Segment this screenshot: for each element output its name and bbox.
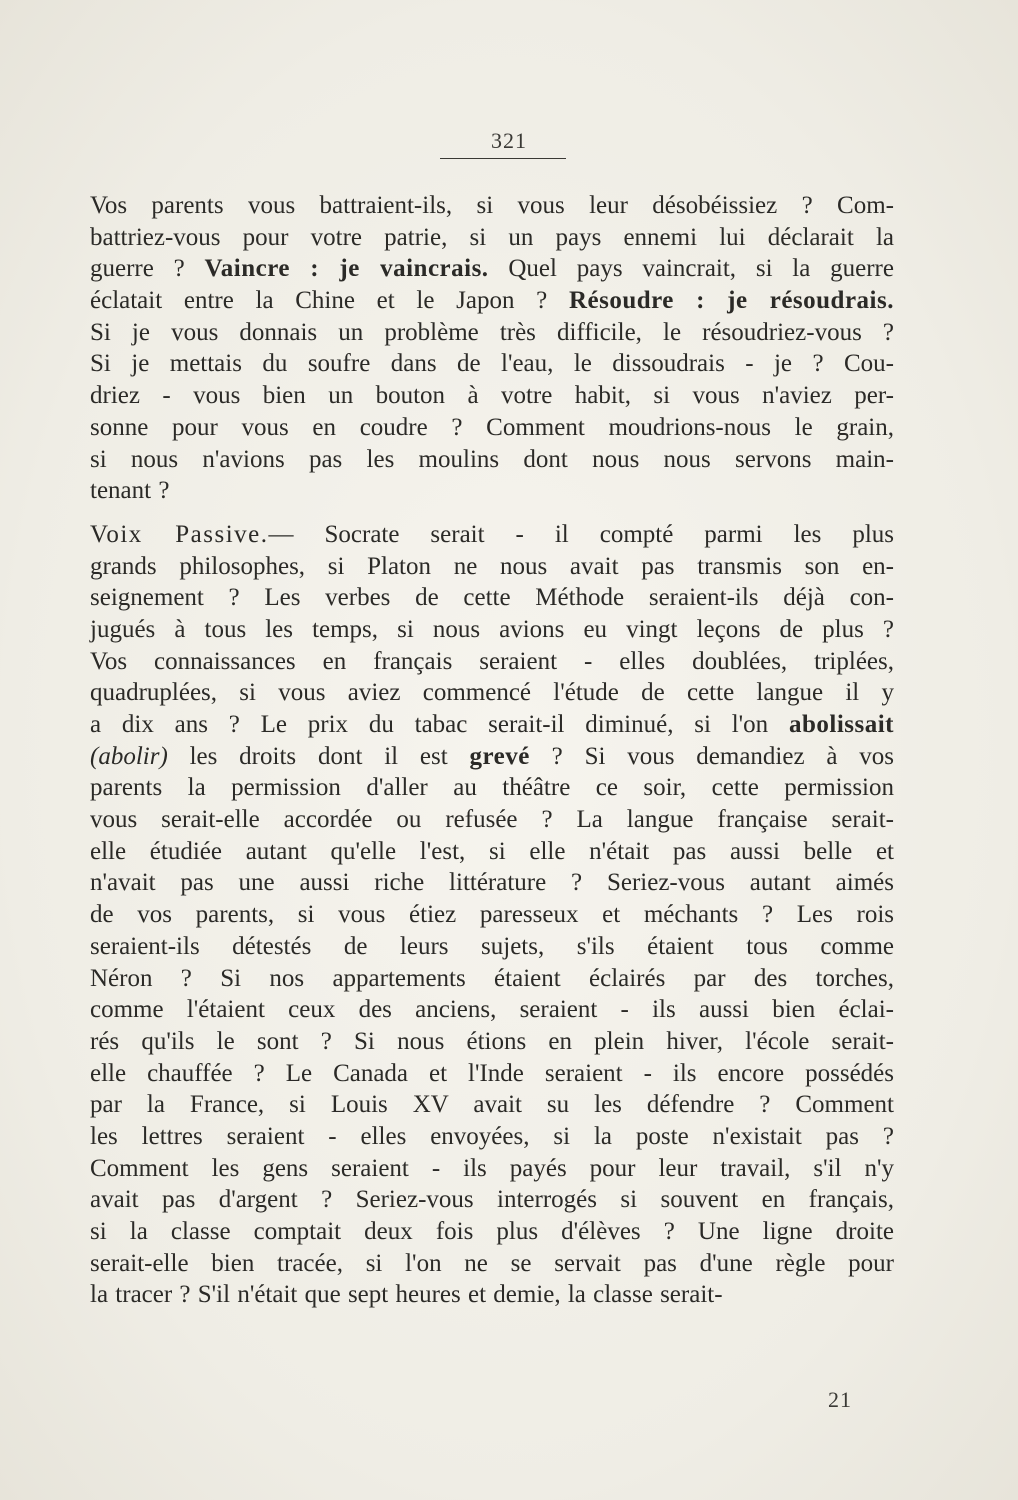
text-line xyxy=(90,772,894,804)
text-line xyxy=(90,1248,894,1280)
text-run: de vos parents, si vous étiez paresseux et méchants ? Les rois xyxy=(90,901,894,929)
bold-term: Vaincre : je vaincrais. xyxy=(204,255,489,283)
body-text xyxy=(90,190,894,1311)
text-run: Quel pays vaincrait, si la guerre xyxy=(488,255,894,283)
text-line xyxy=(90,614,894,646)
text-run: driez - vous bien un bouton à votre habit, si vous n'aviez per- xyxy=(90,382,894,410)
text-line xyxy=(90,931,894,963)
text-run: avait pas d'argent ? Seriez-vous interrogés si souvent en français, xyxy=(90,1186,894,1214)
text-run: vous serait-elle accordée ou refusée ? La langue française serait- xyxy=(90,806,894,834)
text-line xyxy=(90,253,894,285)
text-run: les lettres seraient - elles envoyées, si la poste n'existait pas ? xyxy=(90,1122,894,1150)
text-line xyxy=(90,741,894,773)
page-number: 321 xyxy=(491,128,527,153)
text-run: quadruplées, si vous aviez commencé l'étude de cette langue il y xyxy=(90,679,894,707)
signature-mark: 21 xyxy=(828,1387,852,1412)
text-line xyxy=(90,380,894,412)
text-run: parents la permission d'aller au théâtre ce soir, cette permission xyxy=(90,774,894,802)
text-line xyxy=(90,317,894,349)
text-run: elle étudiée autant qu'elle l'est, si elle n'était pas aussi belle et xyxy=(90,837,894,865)
bold-term: abolissait xyxy=(788,711,894,738)
header-rule xyxy=(440,158,566,159)
paragraph-1 xyxy=(90,190,894,507)
text-line xyxy=(90,190,894,222)
text-run: sonne pour vous en coudre ? Comment moudrions-nous le grain, xyxy=(90,413,894,441)
text-run: elle chauffée ? Le Canada et l'Inde seraient - ils encore possédés xyxy=(90,1059,894,1087)
text-line xyxy=(90,1089,894,1121)
text-run: seraient-ils détestés de leurs sujets, s'ils étaient tous comme xyxy=(90,932,894,960)
text-line xyxy=(90,1279,894,1311)
text-run: si nous n'avions pas les moulins dont nous nous servons main- xyxy=(90,445,894,473)
text-run: Si je vous donnais un problème très difficile, le résoudriez-vous ? xyxy=(90,318,894,346)
text-run: si la classe comptait deux fois plus d'élèves ? Une ligne droite xyxy=(90,1218,894,1245)
text-run: les droits dont il est xyxy=(167,742,470,770)
text-line xyxy=(90,677,894,709)
text-line xyxy=(90,1026,894,1058)
bold-term: Résoudre : je résoudrais. xyxy=(568,287,894,315)
paragraph-2 xyxy=(90,519,894,1311)
text-line xyxy=(90,519,894,551)
text-run: jugués à tous les temps, si nous avions eu vingt leçons de plus ? xyxy=(90,615,894,643)
text-line xyxy=(90,1058,894,1090)
text-line xyxy=(90,1216,894,1248)
text-run: serait-elle bien tracée, si l'on ne se servait pas d'une règle pour xyxy=(90,1249,894,1277)
text-line xyxy=(90,709,894,741)
text-line xyxy=(90,444,894,476)
text-run: grands philosophes, si Platon ne nous avait pas transmis son en- xyxy=(90,552,894,580)
text-run: battriez-vous pour votre patrie, si un pays ennemi lui déclarait la xyxy=(90,223,894,251)
text-run: la tracer ? S'il n'était que sept heures et demie, la classe serait- xyxy=(90,1281,723,1309)
paragraph-gap xyxy=(90,507,894,519)
text-line xyxy=(90,1184,894,1216)
text-run: guerre ? xyxy=(90,255,205,283)
text-run: n'avait pas une aussi riche littérature ? Seriez-vous autant aimés xyxy=(90,869,894,897)
text-run: a dix ans ? Le prix du tabac serait-il diminué, si l'on xyxy=(90,711,789,738)
text-run: seignement ? Les verbes de cette Méthode seraient-ils déjà con- xyxy=(90,584,894,612)
text-line xyxy=(90,646,894,678)
text-line xyxy=(90,412,894,444)
text-run: Vos connaissances en français seraient - elles doublées, triplées, xyxy=(90,647,894,675)
text-run: Néron ? Si nos appartements étaient éclairés par des torches, xyxy=(90,964,894,992)
text-run: comme l'étaient ceux des anciens, seraient - ils aussi bien éclai- xyxy=(90,996,894,1024)
text-run: éclatait entre la Chine et le Japon ? xyxy=(90,287,569,315)
text-line xyxy=(90,475,894,507)
text-line xyxy=(90,899,894,931)
text-run: Si je mettais du soufre dans de l'eau, le dissoudrais - je ? Cou- xyxy=(90,350,894,378)
text-run: par la France, si Louis XV avait su les défendre ? Comment xyxy=(90,1091,894,1119)
text-run: Comment les gens seraient - ils payés pour leur travail, s'il n'y xyxy=(90,1154,894,1182)
bold-term: grevé xyxy=(469,742,530,770)
text-run: tenant ? xyxy=(90,477,170,505)
text-line xyxy=(90,1121,894,1153)
text-line xyxy=(90,551,894,583)
text-line xyxy=(90,836,894,868)
text-line xyxy=(90,285,894,317)
section-heading: Voix Passive. xyxy=(90,520,269,548)
text-line xyxy=(90,222,894,254)
text-run: rés qu'ils le sont ? Si nous étions en plein hiver, l'école serait- xyxy=(90,1027,894,1055)
text-line xyxy=(90,994,894,1026)
italic-term: (abolir) xyxy=(90,742,168,770)
text-run: — Socrate serait - il compté parmi les plus xyxy=(268,520,894,548)
text-line xyxy=(90,348,894,380)
text-line xyxy=(90,867,894,899)
text-run: Vos parents vous battraient-ils, si vous leur désobéissiez ? Com- xyxy=(90,192,894,219)
text-run: ? Si vous demandiez à vos xyxy=(529,742,895,770)
text-line xyxy=(90,1153,894,1185)
text-line xyxy=(90,804,894,836)
text-line xyxy=(90,963,894,995)
text-line xyxy=(90,582,894,614)
